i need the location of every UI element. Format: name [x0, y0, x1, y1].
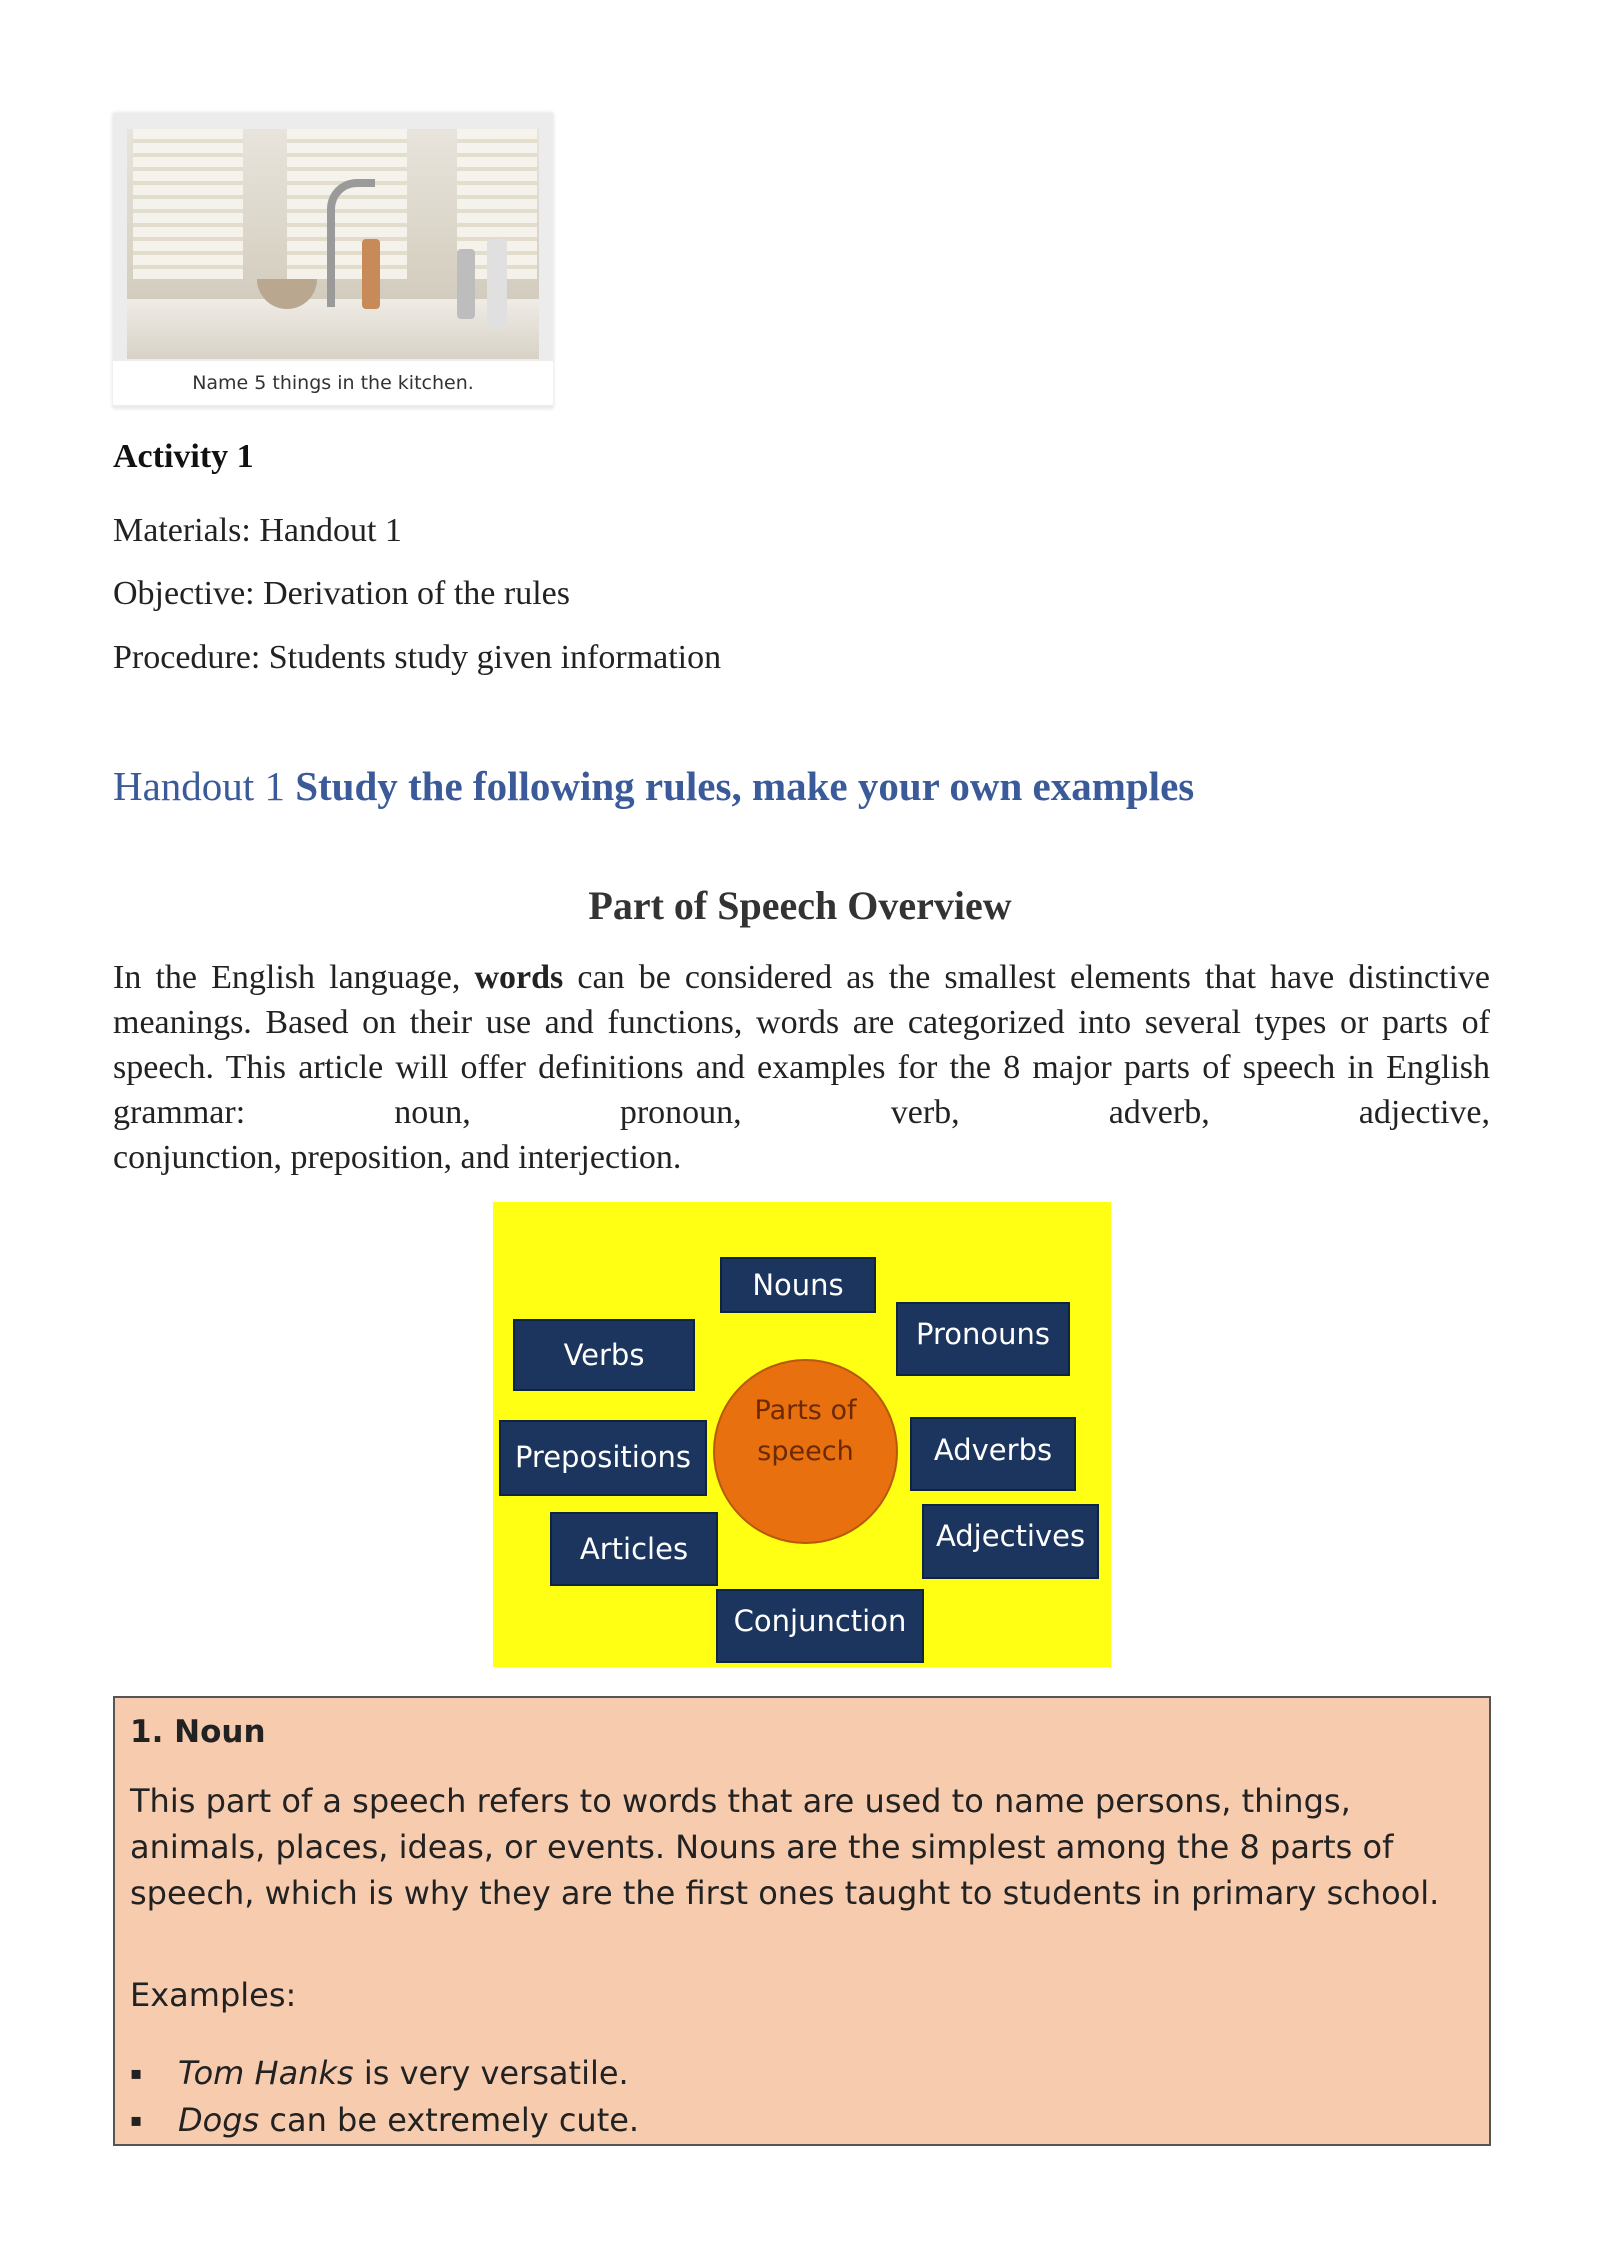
circle-text-line1: Parts of: [754, 1395, 857, 1426]
bullet-square-icon: ▪: [130, 2110, 143, 2131]
kitchen-caption: Name 5 things in the kitchen.: [113, 361, 553, 405]
objective-line: Objective: Derivation of the rules: [113, 575, 570, 612]
diagram-box-adjectives: Adjectives: [922, 1504, 1099, 1579]
parts-of-speech-diagram: [493, 1202, 1111, 1667]
handout-title: Study the following rules, make your own examples: [295, 763, 1195, 809]
materials-line: Materials: Handout 1: [113, 512, 402, 549]
intro-text-rest: can be considered as the smallest elements that have distinctive meanings. Based on their use and functions, words are categorized into several types or parts of speech. This article will offer definitions and examples for the 8 major parts of speech in English grammar: noun, pronoun, verb, adverb, adjective,: [113, 959, 1490, 1131]
jar-shape: [487, 239, 507, 329]
examples-label: Examples:: [130, 1976, 297, 2014]
example-rest: is very versatile.: [353, 2054, 629, 2092]
diagram-box-pronouns: Pronouns: [896, 1302, 1070, 1376]
intro-last-line: conjunction, preposition, and interjection.: [113, 1139, 682, 1176]
diagram-center-circle: [713, 1359, 898, 1544]
window-blind: [133, 129, 243, 279]
diagram-box-articles: Articles: [550, 1512, 718, 1586]
overview-intro: [113, 955, 1490, 1180]
kitchen-counter: [127, 299, 539, 359]
example-italic: Tom Hanks: [178, 2054, 354, 2092]
list-item: [130, 2050, 639, 2097]
diagram-box-prepositions: Prepositions: [499, 1420, 707, 1496]
jar-shape: [457, 249, 475, 319]
procedure-line: Procedure: Students study given information: [113, 639, 722, 676]
noun-section-box: [113, 1696, 1491, 2146]
example-italic: Dogs: [178, 2101, 260, 2139]
kitchen-image-card: [113, 113, 553, 408]
circle-text-line2: speech: [757, 1436, 854, 1467]
handout-heading: [113, 762, 1194, 810]
bottle-shape: [362, 239, 380, 309]
diagram-box-conjunction: Conjunction: [716, 1589, 924, 1663]
noun-section-title: 1. Noun: [130, 1714, 266, 1750]
activity-title: Activity 1: [113, 438, 254, 475]
diagram-box-adverbs: Adverbs: [910, 1417, 1076, 1491]
noun-description: This part of a speech refers to words that are used to name persons, things, animals, places, ideas, or events. Nouns are the simplest among the 8 parts of speech, which is why they are the first ones taught to students in primary school.: [130, 1782, 1440, 1912]
examples-list: [130, 2050, 639, 2144]
intro-bold-word: words: [474, 959, 564, 996]
diagram-box-verbs: Verbs: [513, 1319, 695, 1391]
intro-text-start: In the English language,: [113, 959, 475, 996]
kitchen-photo: [127, 129, 539, 359]
handout-prefix: Handout 1: [113, 763, 285, 809]
diagram-box-nouns: Nouns: [720, 1257, 876, 1313]
overview-title: Part of Speech Overview: [588, 883, 1012, 928]
bullet-square-icon: ▪: [130, 2063, 143, 2084]
example-rest: can be extremely cute.: [259, 2101, 640, 2139]
list-item: [130, 2097, 639, 2144]
